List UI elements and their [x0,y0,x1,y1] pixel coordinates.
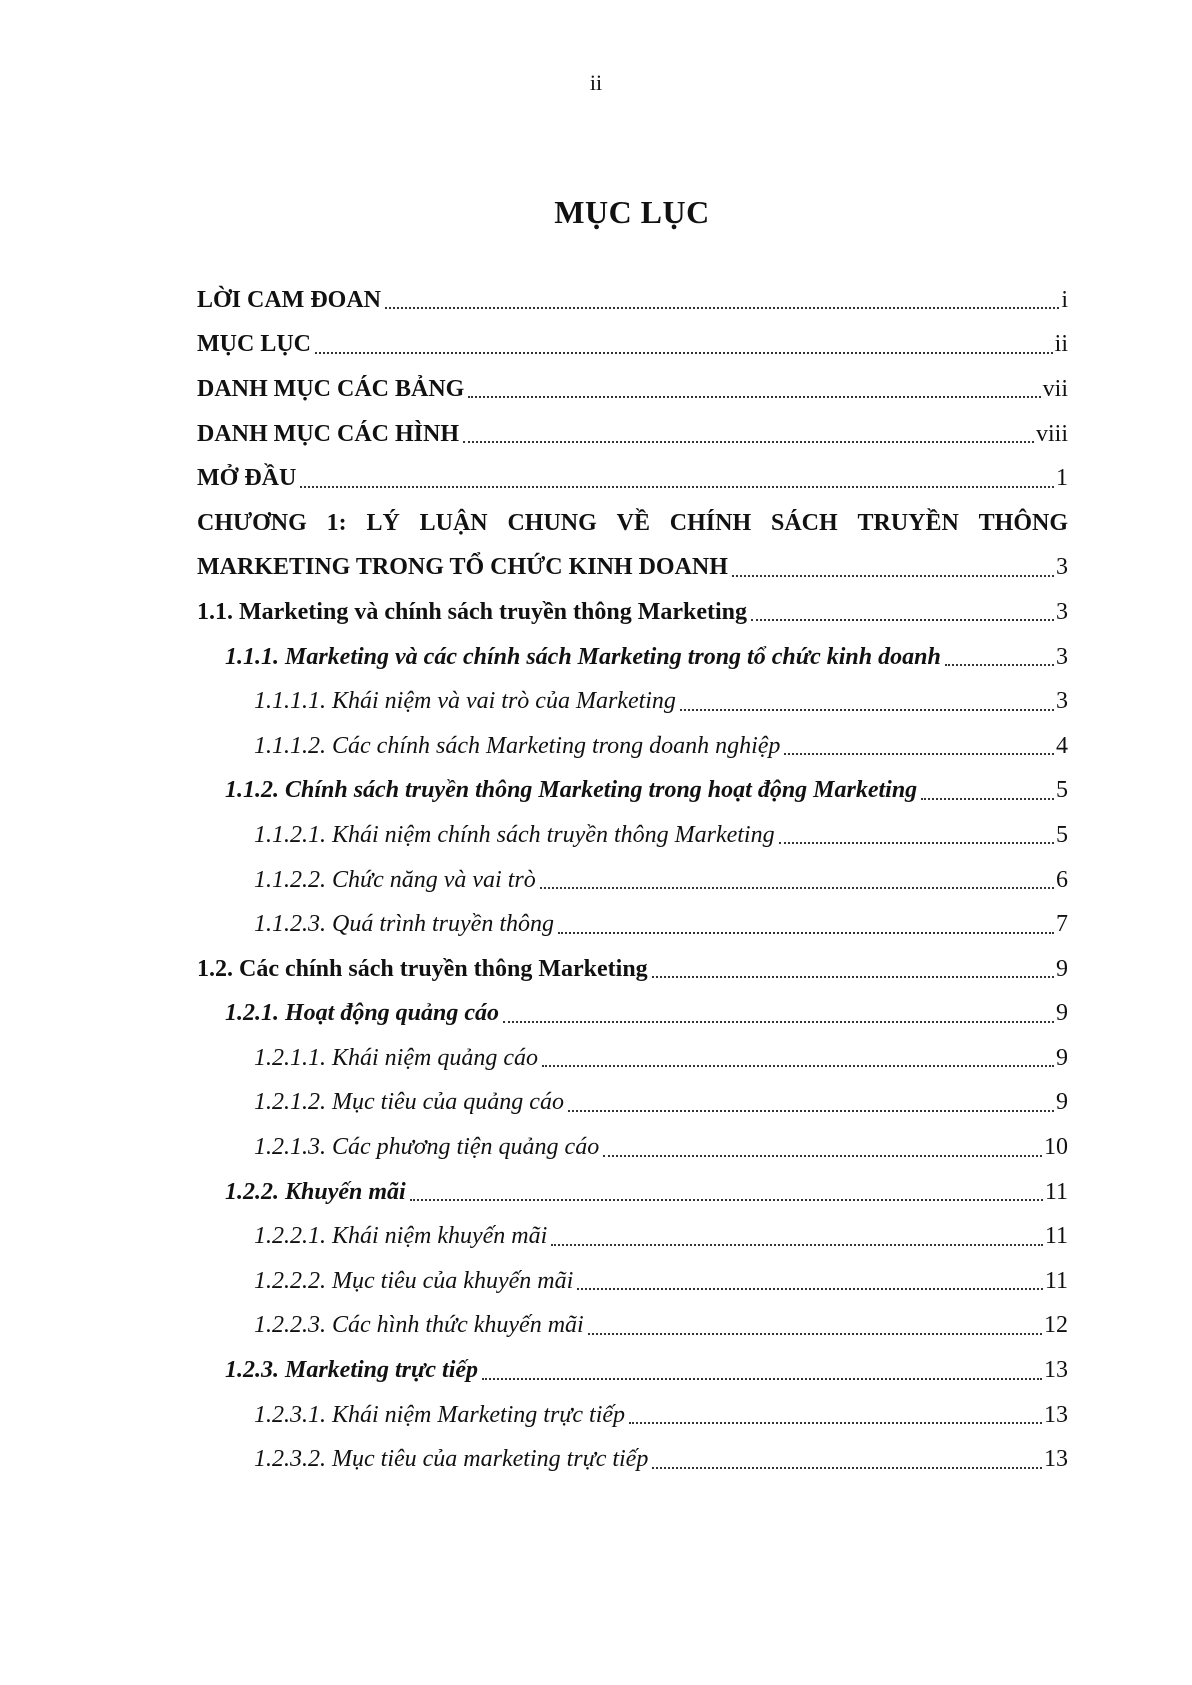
toc-entry-level-3[interactable] [197,1214,1068,1259]
toc-entry-label: 1.2.2. Khuyến mãi [225,1178,406,1205]
dot-leader [300,462,1054,488]
dot-leader [410,1175,1043,1201]
dot-leader [385,283,1059,309]
toc-entry-label: 1.2.2.2. Mục tiêu của khuyến mãi [254,1267,574,1294]
toc-entry-label: 1.1.1.1. Khái niệm và vai trò của Marketing [254,688,676,715]
dot-leader [921,774,1054,800]
toc-entry-page: 9 [1056,1044,1068,1071]
toc-entry-level-3[interactable] [197,813,1068,858]
chapter-heading-word: SÁCH [770,509,838,536]
dot-leader [463,417,1034,443]
dot-leader [568,1086,1054,1112]
toc-entry-front[interactable] [197,278,1068,323]
toc-entry-page: 3 [1056,643,1068,670]
toc-entry-level-1[interactable] [197,947,1068,992]
page-number: ii [589,70,603,95]
toc-entry-page: 6 [1056,866,1068,893]
dot-leader [315,328,1053,354]
toc-entry-page: 5 [1056,821,1068,848]
dot-leader [551,1220,1043,1246]
toc-entry-page: 11 [1044,1223,1068,1250]
toc-entry-page: 13 [1044,1446,1068,1473]
toc-entry-level-2[interactable] [197,1170,1068,1215]
toc-entry-label: 1.1. Marketing và chính sách truyền thông Marketing [197,598,748,625]
toc-entry-level-3[interactable] [197,1393,1068,1438]
toc-entry-page: 4 [1056,732,1068,759]
table-of-contents [197,278,1068,1482]
toc-entry-front[interactable] [197,456,1068,501]
toc-entry-page: 9 [1056,955,1068,982]
section-entries [197,590,1068,1482]
toc-entry-label: 1.2.1. Hoạt động quảng cáo [225,1000,500,1027]
dot-leader [588,1309,1042,1335]
toc-entry-page: 11 [1044,1267,1068,1294]
dot-leader [482,1354,1042,1380]
toc-entry-label: 1.2.1.1. Khái niệm quảng cáo [254,1044,538,1071]
dot-leader [680,685,1054,711]
toc-entry-level-3[interactable] [197,1125,1068,1170]
front-matter-entries [197,278,1068,501]
chapter-heading-word: 1: [326,509,347,536]
toc-entry-label: 1.2.3.2. Mục tiêu của marketing trực tiếp [254,1446,649,1473]
toc-entry-chapter-1[interactable] [197,546,1068,591]
page-title: MỤC LỤC [554,194,710,230]
toc-entry-page: 5 [1056,777,1068,804]
chapter-heading-word: VỀ [616,509,650,536]
toc-entry-level-3[interactable] [197,902,1068,947]
toc-entry-page: 7 [1056,911,1068,938]
toc-entry-level-3[interactable] [197,1304,1068,1349]
dot-leader [577,1264,1043,1290]
toc-entry-level-3[interactable] [197,724,1068,769]
dot-leader [652,952,1054,978]
toc-entry-label: 1.1.2.3. Quá trình truyền thông [254,911,554,938]
dot-leader [542,1041,1054,1067]
dot-leader [779,818,1054,844]
toc-entry-page: i [1061,286,1068,313]
toc-entry-level-2[interactable] [197,992,1068,1037]
toc-entry-label: 1.1.2.1. Khái niệm chính sách truyền thông Marketing [254,821,775,848]
toc-entry-label: 1.1.1. Marketing và các chính sách Marketing trong tổ chức kinh doanh [225,643,941,670]
toc-entry-level-3[interactable] [197,858,1068,903]
toc-entry-page: 13 [1044,1357,1068,1384]
toc-entry-label: 1.2.3.1. Khái niệm Marketing trực tiếp [254,1401,626,1428]
toc-entry-label: 1.2.1.3. Các phương tiện quảng cáo [254,1134,600,1161]
toc-entry-page: 9 [1056,1000,1068,1027]
dot-leader [784,729,1054,755]
toc-entry-level-3[interactable] [197,1259,1068,1304]
toc-entry-level-2[interactable] [197,1348,1068,1393]
dot-leader [652,1443,1042,1469]
chapter-heading-word: CHƯƠNG [197,509,307,536]
toc-entry-page: 12 [1044,1312,1068,1339]
dot-leader [468,372,1040,398]
toc-entry-page: 3 [1056,598,1068,625]
toc-entry-page: 3 [1056,688,1068,715]
dot-leader [945,640,1054,666]
dot-leader [751,595,1054,621]
toc-entry-page: 13 [1044,1401,1068,1428]
toc-entry-label: DANH MỤC CÁC BẢNG [197,375,465,402]
chapter-heading-word: TRUYỀN [857,509,959,536]
toc-entry-label: 1.2. Các chính sách truyền thông Marketing [197,955,648,982]
chapter-heading-word: CHÍNH [669,509,752,536]
toc-entry-level-1[interactable] [197,590,1068,635]
chapter-heading-word: LUẬN [419,509,488,536]
toc-entry-front[interactable] [197,412,1068,457]
toc-entry-label: LỜI CAM ĐOAN [197,286,381,313]
chapter-heading-line1[interactable] [197,501,1068,546]
dot-leader [629,1398,1042,1424]
chapter-heading-word: THÔNG [978,509,1068,536]
toc-entry-level-3[interactable] [197,1081,1068,1126]
toc-entry-level-2[interactable] [197,635,1068,680]
toc-entry-page: 9 [1056,1089,1068,1116]
toc-entry-label: MỞ ĐẦU [197,465,297,492]
toc-entry-page: 1 [1056,465,1068,492]
chapter-heading-word: CHUNG [507,509,597,536]
dot-leader [603,1131,1042,1157]
toc-entry-front[interactable] [197,367,1068,412]
dot-leader [558,908,1054,934]
chapter-heading-word: LÝ [366,509,400,536]
toc-entry-label: MARKETING TRONG TỔ CHỨC KINH DOANH [197,554,728,581]
toc-entry-page: 11 [1044,1178,1068,1205]
toc-entry-page: 10 [1044,1134,1068,1161]
toc-entry-label: 1.2.2.3. Các hình thức khuyến mãi [254,1312,584,1339]
toc-entry-label: DANH MỤC CÁC HÌNH [197,420,459,447]
toc-entry-label: MỤC LỤC [197,331,311,358]
toc-entry-label: 1.1.2. Chính sách truyền thông Marketing trong hoạt động Marketing [225,777,918,804]
toc-entry-page: vii [1042,375,1068,402]
toc-entry-label: 1.1.1.2. Các chính sách Marketing trong doanh nghiệp [254,732,781,759]
toc-entry-level-3[interactable] [197,679,1068,724]
toc-entry-label: 1.2.1.2. Mục tiêu của quảng cáo [254,1089,564,1116]
dot-leader [503,997,1054,1023]
toc-entry-page: 3 [1056,554,1068,581]
toc-entry-level-3[interactable] [197,1437,1068,1482]
toc-entry-page: viii [1035,420,1068,447]
dot-leader [540,863,1054,889]
toc-entry-label: 1.2.2.1. Khái niệm khuyến mãi [254,1223,548,1250]
toc-entry-level-2[interactable] [197,769,1068,814]
toc-entry-page: ii [1054,331,1068,358]
dot-leader [732,551,1054,577]
toc-entry-label: 1.1.2.2. Chức năng và vai trò [254,866,536,893]
toc-entry-label: 1.2.3. Marketing trực tiếp [225,1357,479,1384]
toc-entry-level-3[interactable] [197,1036,1068,1081]
toc-entry-front[interactable] [197,323,1068,368]
